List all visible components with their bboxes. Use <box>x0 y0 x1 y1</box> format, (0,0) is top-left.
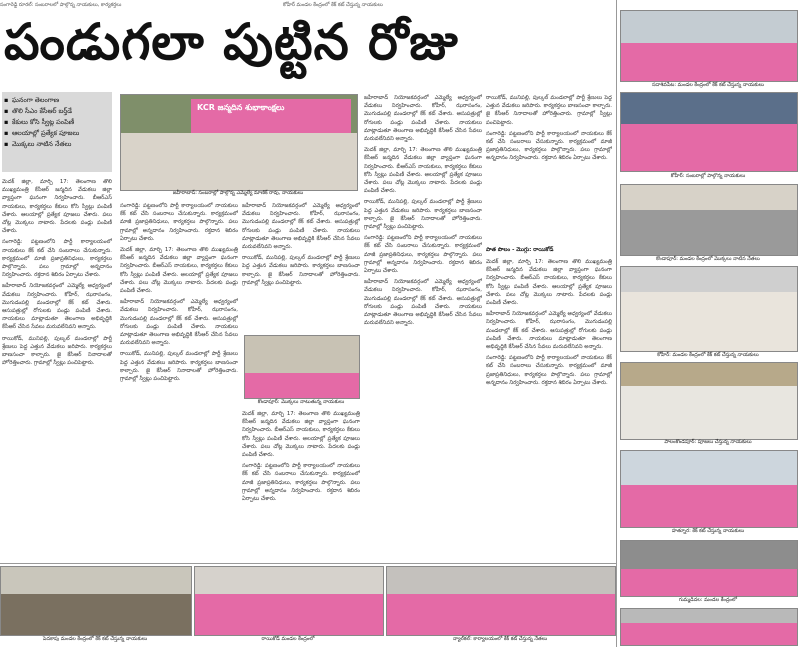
article-paragraph: జహీరాబాద్ నియోజకవర్గంలో ఎమ్మెల్యే ఆధ్వర్యంలో వేడుకలు నిర్వహించారు. కోహీర్, ఝరాసంగం, మొగుడంపల్లి మండలాల్లో కేక్ కట్ చేశారు. ఆసుపత్రుల్లో రోగులకు పండ్లు పంపిణీ చేశారు. నాయకులు మాట్లాడుతూ తెలంగాణ అభివృద్ధికి కేసీఆర్ చేసిన సేవలు మరువలేనివని అన్నారు. <box>486 311 612 351</box>
page-headline: పండుగలా పుట్టిన రోజు <box>4 13 459 71</box>
article-paragraph: మెదక్ జిల్లా, మార్చి 17: తెలంగాణ తొలి ముఖ్యమంత్రి కేసీఆర్ జన్మదిన వేడుకలు జిల్లా వ్యాప్తంగా ఘనంగా నిర్వహించారు. బీఆర్ఎస్ నాయకులు, కార్యకర్తలు కేకులు కోసి స్వీట్లు పంపిణీ చేశారు. ఆలయాల్లో ప్రత్యేక పూజలు చేశారు. పలు చోట్ల మొక్కలు నాటారు. పేదలకు పండ్లు పంపిణీ చేశారు. <box>486 259 612 307</box>
bottom-photo-3 <box>386 566 616 636</box>
article-column-5-top <box>486 94 612 244</box>
crowd-silhouette <box>621 485 797 527</box>
crowd-silhouette <box>621 43 797 82</box>
right-photo-7 <box>620 540 798 597</box>
article-column-3-bottom <box>242 410 360 560</box>
article-paragraph: రాయికోడ్, మునిపల్లి, పుల్కల్ మండలాల్లో పార్టీ శ్రేణులు పెద్ద ఎత్తున వేడుకలు జరిపారు. కార్యకర్తలు బాణసంచా కాల్చారు. జై కేసీఆర్ నినాదాలతో హోరెత్తించారు. గ్రామాల్లో స్వీట్లు పంచిపెట్టారు. <box>486 95 612 126</box>
highlight-item: ▪ కేకులు కోసి స్వీట్ల పంపిణీ <box>12 118 108 127</box>
top-strip-left: సంగారెడ్డి రూరల్: సంబరాలలో పాల్గొన్న నాయకులు, కార్యకర్తలు <box>0 2 122 8</box>
crowd-silhouette <box>245 373 359 398</box>
article-paragraph: జహీరాబాద్ నియోజకవర్గంలో ఎమ్మెల్యే ఆధ్వర్యంలో వేడుకలు నిర్వహించారు. కోహీర్, ఝరాసంగం, మొగుడంపల్లి మండలాల్లో కేక్ కట్ చేశారు. ఆసుపత్రుల్లో రోగులకు పండ్లు పంపిణీ చేశారు. నాయకులు మాట్లాడుతూ తెలంగాణ అభివృద్ధికి కేసీఆర్ చేసిన సేవలు మరువలేనివని అన్నారు. <box>120 299 238 347</box>
crowd-silhouette <box>121 133 357 190</box>
highlight-item: ▪ ఘనంగా తెలంగాణ <box>12 96 108 105</box>
right-photo-5 <box>620 362 798 440</box>
column-subhead: పాత పొలం - మొగ్గు: రాయికోడ్ <box>486 247 554 253</box>
article-paragraph: సంగారెడ్డి: పట్టణంలోని పార్టీ కార్యాలయంలో నాయకులు కేక్ కట్ చేసి సంబరాలు చేసుకున్నారు. కార్యక్రమంలో మాజీ ప్రజాప్రతినిధులు, కార్యకర్తలు పాల్గొన్నారు. పలు గ్రామాల్లో అన్నదానం నిర్వహించారు. రక్తదాన శిబిరం ఏర్పాటు చేశారు. <box>242 463 360 503</box>
article-column-1 <box>2 178 112 560</box>
crowd-silhouette <box>387 594 615 635</box>
crowd-silhouette <box>621 124 797 171</box>
article-paragraph: మెదక్ జిల్లా, మార్చి 17: తెలంగాణ తొలి ముఖ్యమంత్రి కేసీఆర్ జన్మదిన వేడుకలు జిల్లా వ్యాప్తంగా ఘనంగా నిర్వహించారు. బీఆర్ఎస్ నాయకులు, కార్యకర్తలు కేకులు కోసి స్వీట్లు పంపిణీ చేశారు. ఆలయాల్లో ప్రత్యేక పూజలు చేశారు. పలు చోట్ల మొక్కలు నాటారు. పేదలకు పండ్లు పంపిణీ చేశారు. <box>364 147 482 195</box>
top-strip-right: కోహీర్ మండల కేంద్రంలో కేక్ కట్ చేస్తున్న నాయకులు <box>282 2 383 8</box>
right-photo-1 <box>620 10 798 82</box>
crowd-silhouette <box>621 210 797 256</box>
crowd-silhouette <box>621 623 797 645</box>
photo-caption: పెదకాపు మండల కేంద్రంలో కేక్ కట్ చేస్తున్న నాయకులు <box>42 636 148 642</box>
article-paragraph: సంగారెడ్డి: పట్టణంలోని పార్టీ కార్యాలయంలో నాయకులు కేక్ కట్ చేసి సంబరాలు చేసుకున్నారు. కార్యక్రమంలో మాజీ ప్రజాప్రతినిధులు, కార్యకర్తలు పాల్గొన్నారు. పలు గ్రామాల్లో అన్నదానం నిర్వహించారు. రక్తదాన శిబిరం ఏర్పాటు చేశారు. <box>486 355 612 386</box>
highlights-box <box>2 92 112 172</box>
article-paragraph: జహీరాబాద్ నియోజకవర్గంలో ఎమ్మెల్యే ఆధ్వర్యంలో వేడుకలు నిర్వహించారు. కోహీర్, ఝరాసంగం, మొగుడంపల్లి మండలాల్లో కేక్ కట్ చేశారు. ఆసుపత్రుల్లో రోగులకు పండ్లు పంపిణీ చేశారు. నాయకులు మాట్లాడుతూ తెలంగాణ అభివృద్ధికి కేసీఆర్ చేసిన సేవలు మరువలేనివని అన్నారు. <box>2 283 112 331</box>
photo-caption: సదాశివపేట: మండల కేంద్రంలో కేక్ కట్ చేస్తున్న నాయకులు <box>651 82 765 88</box>
crowd-silhouette <box>1 594 191 635</box>
article-paragraph: జహీరాబాద్ నియోజకవర్గంలో ఎమ్మెల్యే ఆధ్వర్యంలో వేడుకలు నిర్వహించారు. కోహీర్, ఝరాసంగం, మొగుడంపల్లి మండలాల్లో కేక్ కట్ చేశారు. ఆసుపత్రుల్లో రోగులకు పండ్లు పంపిణీ చేశారు. నాయకులు మాట్లాడుతూ తెలంగాణ అభివృద్ధికి కేసీఆర్ చేసిన సేవలు మరువలేనివని అన్నారు. <box>364 95 482 143</box>
photo-caption: జహీరాబాద్: సంబరాల్లో పాల్గొన్న ఎమ్మెల్యే మాణిక్ రావు, నాయకులు <box>172 190 304 196</box>
photo-caption: గుమ్మడిదల: మండల కేంద్రంలో <box>678 597 738 603</box>
bottom-photo-1 <box>0 566 192 636</box>
right-photo-2 <box>620 92 798 172</box>
photo-caption: కొండాపూర్: మొక్కలు నాటుతున్న నాయకులు <box>257 399 345 405</box>
article-paragraph: జహీరాబాద్ నియోజకవర్గంలో ఎమ్మెల్యే ఆధ్వర్యంలో వేడుకలు నిర్వహించారు. కోహీర్, ఝరాసంగం, మొగుడంపల్లి మండలాల్లో కేక్ కట్ చేశారు. ఆసుపత్రుల్లో రోగులకు పండ్లు పంపిణీ చేశారు. నాయకులు మాట్లాడుతూ తెలంగాణ అభివృద్ధికి కేసీఆర్ చేసిన సేవలు మరువలేనివని అన్నారు. <box>364 279 482 327</box>
highlight-item: ▪ తొలి సీఎం కేసీఆర్ బర్త్‌డే <box>12 107 108 116</box>
article-paragraph: మెదక్ జిల్లా, మార్చి 17: తెలంగాణ తొలి ముఖ్యమంత్రి కేసీఆర్ జన్మదిన వేడుకలు జిల్లా వ్యాప్తంగా ఘనంగా నిర్వహించారు. బీఆర్ఎస్ నాయకులు, కార్యకర్తలు కేకులు కోసి స్వీట్లు పంపిణీ చేశారు. ఆలయాల్లో ప్రత్యేక పూజలు చేశారు. పలు చోట్ల మొక్కలు నాటారు. పేదలకు పండ్లు పంపిణీ చేశారు. <box>242 411 360 459</box>
column-divider <box>616 0 617 647</box>
right-photo-8 <box>620 608 798 646</box>
photo-caption: రాయికోడ్ మండల కేంద్రంలో <box>261 636 315 642</box>
right-photo-3 <box>620 184 798 256</box>
photo-caption: కొండాపూర్: మండల కేంద్రంలో మొక్కలు నాటిన నేతలు <box>656 256 760 262</box>
article-paragraph: సంగారెడ్డి: పట్టణంలోని పార్టీ కార్యాలయంలో నాయకులు కేక్ కట్ చేసి సంబరాలు చేసుకున్నారు. కార్యక్రమంలో మాజీ ప్రజాప్రతినిధులు, కార్యకర్తలు పాల్గొన్నారు. పలు గ్రామాల్లో అన్నదానం నిర్వహించారు. రక్తదాన శిబిరం ఏర్పాటు చేశారు. <box>120 203 238 242</box>
article-paragraph: సంగారెడ్డి: పట్టణంలోని పార్టీ కార్యాలయంలో నాయకులు కేక్ కట్ చేసి సంబరాలు చేసుకున్నారు. కార్యక్రమంలో మాజీ ప్రజాప్రతినిధులు, కార్యకర్తలు పాల్గొన్నారు. పలు గ్రామాల్లో అన్నదానం నిర్వహించారు. రక్తదాన శిబిరం ఏర్పాటు చేశారు. <box>364 235 482 275</box>
article-paragraph: సంగారెడ్డి: పట్టణంలోని పార్టీ కార్యాలయంలో నాయకులు కేక్ కట్ చేసి సంబరాలు చేసుకున్నారు. కార్యక్రమంలో మాజీ ప్రజాప్రతినిధులు, కార్యకర్తలు పాల్గొన్నారు. పలు గ్రామాల్లో అన్నదానం నిర్వహించారు. రక్తదాన శిబిరం ఏర్పాటు చేశారు. <box>2 239 112 279</box>
article-column-5-bottom <box>486 258 612 560</box>
crowd-silhouette <box>621 292 797 351</box>
highlight-item: ▪ మొక్కలు నాటిన నేతలు <box>12 140 108 149</box>
bottom-photo-2 <box>194 566 384 636</box>
article-paragraph: రాయికోడ్, మునిపల్లి, పుల్కల్ మండలాల్లో పార్టీ శ్రేణులు పెద్ద ఎత్తున వేడుకలు జరిపారు. కార్యకర్తలు బాణసంచా కాల్చారు. జై కేసీఆర్ నినాదాలతో హోరెత్తించారు. గ్రామాల్లో స్వీట్లు పంచిపెట్టారు. <box>2 335 112 367</box>
article-paragraph: రాయికోడ్, మునిపల్లి, పుల్కల్ మండలాల్లో పార్టీ శ్రేణులు పెద్ద ఎత్తున వేడుకలు జరిపారు. కార్యకర్తలు బాణసంచా కాల్చారు. జై కేసీఆర్ నినాదాలతో హోరెత్తించారు. గ్రామాల్లో స్వీట్లు పంచిపెట్టారు. <box>364 199 482 231</box>
banner-text: KCR జన్మదిన శుభాకాంక్షలు <box>197 103 285 112</box>
photo-caption: న్యాల్‌కల్: కార్యాలయంలో కేక్ కట్ చేస్తున్న నేతలు <box>452 636 548 642</box>
top-strip <box>0 0 620 10</box>
article-paragraph: మెదక్ జిల్లా, మార్చి 17: తెలంగాణ తొలి ముఖ్యమంత్రి కేసీఆర్ జన్మదిన వేడుకలు జిల్లా వ్యాప్తంగా ఘనంగా నిర్వహించారు. బీఆర్ఎస్ నాయకులు, కార్యకర్తలు కేకులు కోసి స్వీట్లు పంపిణీ చేశారు. ఆలయాల్లో ప్రత్యేక పూజలు చేశారు. పలు చోట్ల మొక్కలు నాటారు. పేదలకు పండ్లు పంపిణీ చేశారు. <box>120 247 238 295</box>
crowd-silhouette <box>621 569 797 597</box>
photo-caption: పాలంకొండపూర్: పూజలు చేస్తున్న నాయకులు <box>664 439 752 445</box>
article-paragraph: మెదక్ జిల్లా, మార్చి 17: తెలంగాణ తొలి ముఖ్యమంత్రి కేసీఆర్ జన్మదిన వేడుకలు జిల్లా వ్యాప్తంగా ఘనంగా నిర్వహించారు. బీఆర్ఎస్ నాయకులు, కార్యకర్తలు కేకులు కోసి స్వీట్లు పంపిణీ చేశారు. ఆలయాల్లో ప్రత్యేక పూజలు చేశారు. పలు చోట్ల మొక్కలు నాటారు. పేదలకు పండ్లు పంపిణీ చేశారు. <box>2 179 112 235</box>
row-divider <box>0 563 616 564</box>
right-photo-6 <box>620 450 798 528</box>
crowd-silhouette <box>621 386 797 439</box>
article-column-3-top <box>242 202 360 332</box>
photo-caption: కోహీర్: మండల కేంద్రంలో కేక్ కట్ చేస్తున్న నాయకులు <box>657 352 759 358</box>
article-paragraph: రాయికోడ్, మునిపల్లి, పుల్కల్ మండలాల్లో పార్టీ శ్రేణులు పెద్ద ఎత్తున వేడుకలు జరిపారు. కార్యకర్తలు బాణసంచా కాల్చారు. జై కేసీఆర్ నినాదాలతో హోరెత్తించారు. గ్రామాల్లో స్వీట్లు పంచిపెట్టారు. <box>242 255 360 286</box>
article-paragraph: సంగారెడ్డి: పట్టణంలోని పార్టీ కార్యాలయంలో నాయకులు కేక్ కట్ చేసి సంబరాలు చేసుకున్నారు. కార్యక్రమంలో మాజీ ప్రజాప్రతినిధులు, కార్యకర్తలు పాల్గొన్నారు. పలు గ్రామాల్లో అన్నదానం నిర్వహించారు. రక్తదాన శిబిరం ఏర్పాటు చేశారు. <box>486 130 612 162</box>
article-column-4 <box>364 94 482 560</box>
event-photo-1 <box>120 94 358 191</box>
event-photo-2 <box>244 335 360 399</box>
crowd-silhouette <box>195 594 383 635</box>
article-paragraph: రాయికోడ్, మునిపల్లి, పుల్కల్ మండలాల్లో పార్టీ శ్రేణులు పెద్ద ఎత్తున వేడుకలు జరిపారు. కార్యకర్తలు బాణసంచా కాల్చారు. జై కేసీఆర్ నినాదాలతో హోరెత్తించారు. గ్రామాల్లో స్వీట్లు పంచిపెట్టారు. <box>120 351 238 383</box>
photo-caption: హత్నూర: కేక్ కట్ చేస్తున్న నాయకులు <box>671 528 745 534</box>
photo-caption: కోహీర్: సంబరాల్లో పాల్గొన్న నాయకులు <box>670 173 746 179</box>
article-paragraph: జహీరాబాద్ నియోజకవర్గంలో ఎమ్మెల్యే ఆధ్వర్యంలో వేడుకలు నిర్వహించారు. కోహీర్, ఝరాసంగం, మొగుడంపల్లి మండలాల్లో కేక్ కట్ చేశారు. ఆసుపత్రుల్లో రోగులకు పండ్లు పంపిణీ చేశారు. నాయకులు మాట్లాడుతూ తెలంగాణ అభివృద్ధికి కేసీఆర్ చేసిన సేవలు మరువలేనివని అన్నారు. <box>242 203 360 251</box>
right-photo-4 <box>620 266 798 352</box>
highlight-item: ▪ ఆలయాల్లో ప్రత్యేక పూజలు <box>12 129 108 138</box>
article-column-2 <box>120 202 238 562</box>
